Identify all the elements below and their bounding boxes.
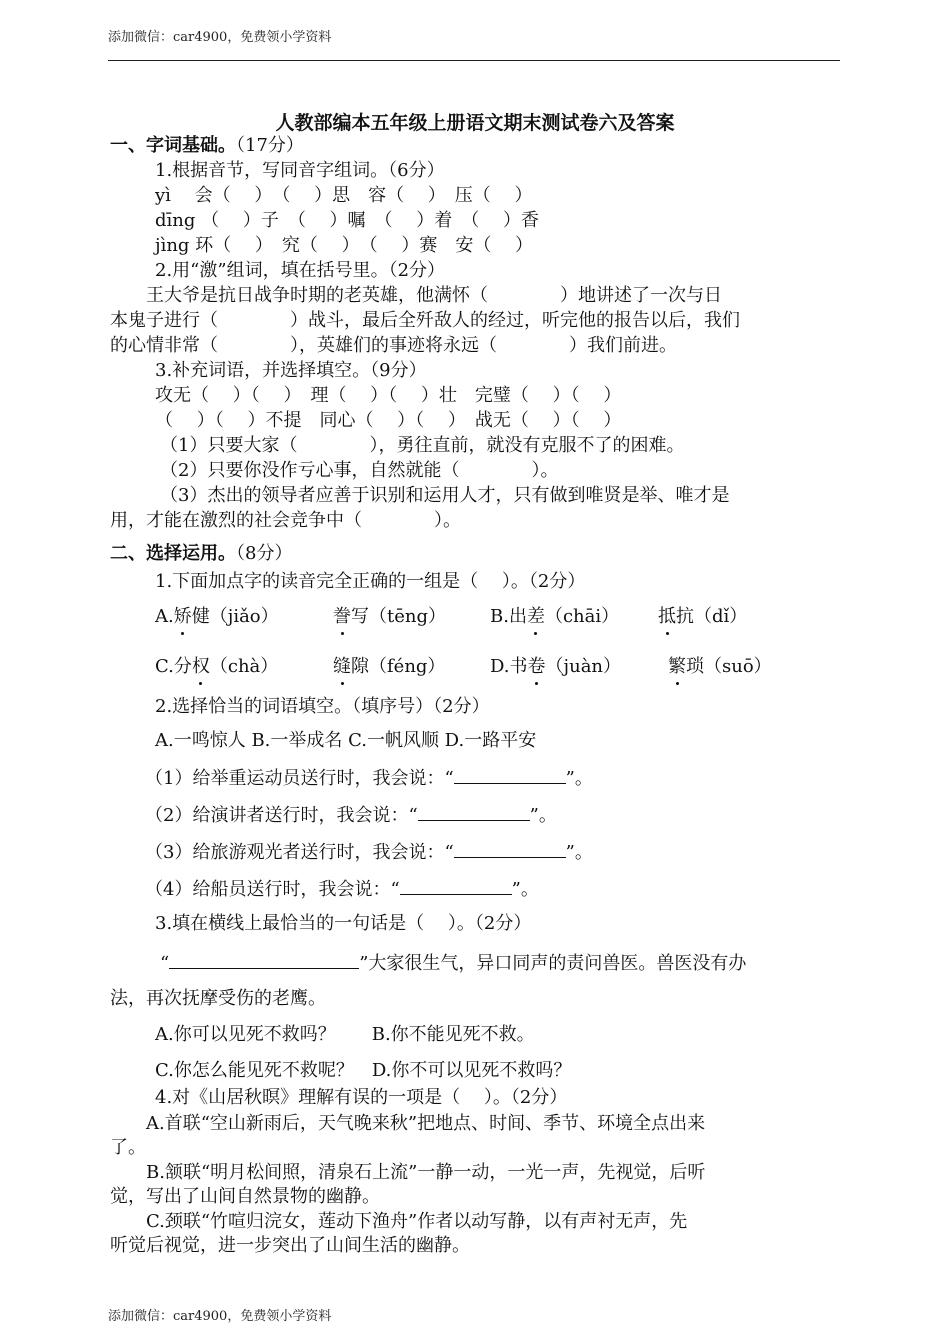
s2-q2-item: （4）给船员送行时，我会说：“ ”。 xyxy=(145,876,539,902)
page-title: 人教部编本五年级上册语文期末测试卷六及答案 xyxy=(275,112,675,134)
section2-heading: 二、选择运用。 xyxy=(110,543,236,564)
s2-q3-opt: A.你可以见死不救吗？ B.你不能见死不救。 xyxy=(155,1024,535,1045)
s1-q3-item: 用，才能在激烈的社会竞争中（ ）。 xyxy=(110,510,461,531)
s1-q3-item: （2）只要你没作亏心事，自然就能（ ）。 xyxy=(160,460,559,481)
s2-q3-para2: 法，再次抚摩受伤的老鹰。 xyxy=(110,988,326,1009)
s2-q1: 1.下面加点字的读音完全正确的一组是（ ）。（2分） xyxy=(155,571,586,592)
s2-q2-item: （3）给旅游观光者送行时，我会说：“ ”。 xyxy=(145,839,593,865)
s2-q2-item: （2）给演讲者送行时，我会说：“ ”。 xyxy=(145,802,557,828)
section2-heading-line xyxy=(110,542,292,566)
answer-blank[interactable] xyxy=(169,950,359,969)
s1-q3-item: （3）杰出的领导者应善于识别和运用人才，只有做到唯贤是举、唯才是 xyxy=(160,485,730,506)
s2-q1-opt: 抵抗（dǐ） xyxy=(658,606,748,627)
s1-q3: 3.补充词语，并选择填空。（9分） xyxy=(155,360,427,381)
section1-heading: 一、字词基础。 xyxy=(110,135,236,156)
s2-q1-opt: B.出差（chāi） xyxy=(490,606,620,627)
s2-q1-opt: 缝隙（féng） xyxy=(333,656,446,677)
section1-score: （17分） xyxy=(236,135,304,156)
s2-q3: 3.填在横线上最恰当的一句话是（ ）。（2分） xyxy=(155,913,532,934)
answer-blank[interactable] xyxy=(454,765,566,784)
footer-note: 添加微信：car4900，免费领小学资料 xyxy=(108,1309,332,1324)
s2-q4-line: A.首联“空山新雨后，天气晚来秋”把地点、时间、季节、环境全点出来 xyxy=(110,1113,706,1134)
s1-q2-para: 的心情非常（ ），英雄们的事迹将永远（ ）我们前进。 xyxy=(110,335,677,356)
s2-q4: 4.对《山居秋暝》理解有误的一项是（ ）。（2分） xyxy=(155,1087,568,1108)
s2-q1-opt: D.书卷（juàn） xyxy=(490,656,622,677)
s1-q1-row: jìng 环（ ） 究（ ） （ ）赛 安（ ） xyxy=(155,235,534,256)
s2-q1-opt: 繁琐（suō） xyxy=(668,656,772,677)
s2-q2-item: （1）给举重运动员送行时，我会说：“ ”。 xyxy=(145,765,593,791)
s2-q2: 2.选择恰当的词语填空。（填序号）（2分） xyxy=(155,696,490,717)
section2-score: （8分） xyxy=(236,543,293,564)
s1-q2: 2.用“激”组词，填在括号里。（2分） xyxy=(155,260,446,281)
s2-q4-line: C.颈联“竹喧归浣女，莲动下渔舟”作者以动写静，以有声衬无声，先 xyxy=(110,1211,688,1232)
s2-q3-opt: C.你怎么能见死不救呢？ D.你不可以见死不救吗？ xyxy=(155,1060,572,1081)
section1-heading-line xyxy=(110,134,304,158)
s2-q4-line: B.颔联“明月松间照，清泉石上流”一静一动，一光一声，先视觉，后听 xyxy=(110,1162,706,1183)
s1-q1-row: dīng （ ）子 （ ）嘱 （ ）着 （ ）香 xyxy=(155,210,540,231)
answer-blank[interactable] xyxy=(418,802,530,821)
s1-q3-row: 攻无（ ）（ ） 理（ ）（ ）壮 完璧（ ）（ ） xyxy=(155,385,622,406)
s2-q1-opt: A.矫健（jiǎo） xyxy=(155,606,279,627)
s2-q2-choices: A.一鸣惊人 B.一举成名 C.一帆风顺 D.一路平安 xyxy=(155,730,537,751)
s1-q1-row: yì 会（ ） （ ）思 容（ ） 压（ ） xyxy=(155,185,533,206)
s2-q1-opt: 誊写（tēng） xyxy=(333,606,447,627)
s1-q2-para: 本鬼子进行（ ）战斗，最后全歼敌人的经过，听完他的报告以后，我们 xyxy=(110,310,740,331)
s1-q1: 1.根据音节，写同音字组词。（6分） xyxy=(155,160,445,181)
s2-q3-para: “ ”大家很生气，异口同声的责问兽医。兽医没有办 xyxy=(160,950,746,976)
answer-blank[interactable] xyxy=(454,839,566,858)
s1-q3-row: （ ）（ ）不提 同心（ ）（ ） 战无（ ）（ ） xyxy=(155,410,622,431)
s2-q1-opt: C.分权（chà） xyxy=(155,656,279,677)
s2-q4-line: 觉，写出了山间自然景物的幽静。 xyxy=(110,1186,380,1207)
s2-q4-line: 听觉后视觉，进一步突出了山间生活的幽静。 xyxy=(110,1235,470,1256)
s1-q2-para: 王大爷是抗日战争时期的老英雄，他满怀（ ）地讲述了一次与日 xyxy=(110,285,722,306)
answer-blank[interactable] xyxy=(400,876,512,895)
header-divider xyxy=(108,60,840,61)
header-note: 添加微信：car4900，免费领小学资料 xyxy=(108,30,332,45)
s1-q3-item: （1）只要大家（ ），勇往直前，就没有克服不了的困难。 xyxy=(160,435,685,456)
s2-q4-line: 了。 xyxy=(110,1137,146,1158)
